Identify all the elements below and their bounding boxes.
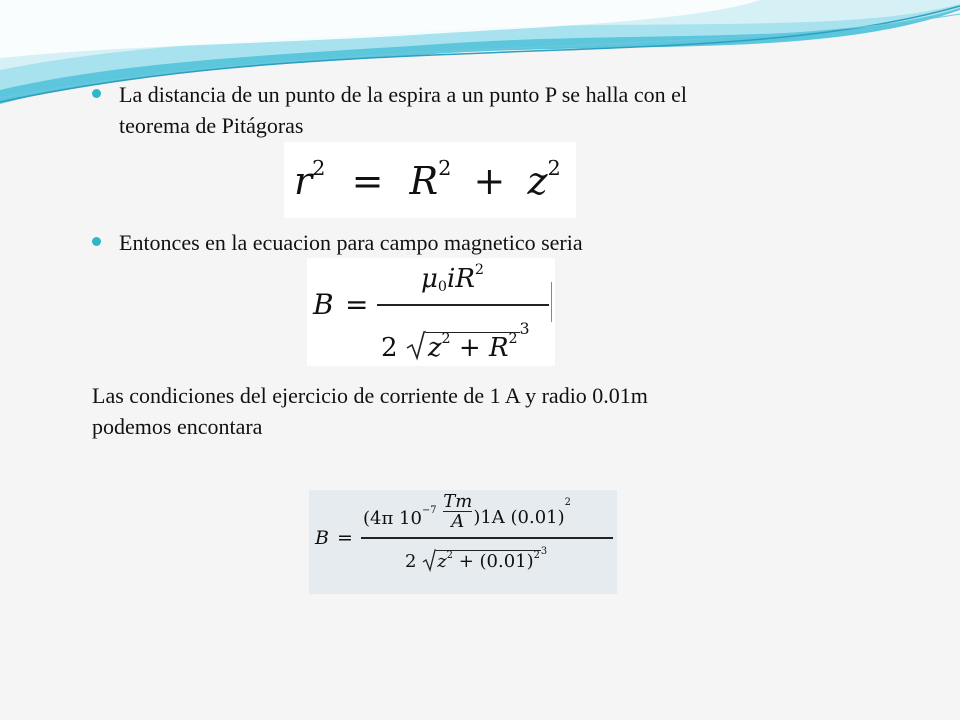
conditions-paragraph bbox=[92, 380, 648, 442]
eq-exponent: 2 bbox=[533, 549, 540, 561]
sqrt-icon bbox=[406, 330, 426, 362]
bullet-text: Entonces en la ecuacion para campo magnetico seria bbox=[119, 230, 583, 255]
eq-exponent: 2 bbox=[474, 262, 485, 278]
eq-symbol: z bbox=[527, 158, 548, 203]
eq-term: (4π 10 bbox=[363, 507, 422, 529]
eq-symbol: z bbox=[427, 332, 442, 363]
eq-number: 2 bbox=[381, 332, 398, 363]
eq-symbol: B bbox=[313, 288, 334, 321]
bullet-item-campo bbox=[92, 227, 583, 258]
eq-symbol: Tm bbox=[443, 491, 473, 512]
eq-equals: = bbox=[345, 288, 369, 321]
eq-exponent: 2 bbox=[446, 549, 453, 561]
eq-symbol: A bbox=[451, 511, 465, 532]
equation-magnetic-field bbox=[307, 258, 555, 366]
bullet-text-line: La distancia de un punto de la espira a un punto P se halla con el bbox=[119, 82, 687, 107]
eq-unit-fraction bbox=[443, 493, 472, 532]
paragraph-line: podemos encontara bbox=[92, 414, 263, 439]
eq-cursor-mark bbox=[551, 282, 552, 322]
eq-symbol: R bbox=[409, 158, 439, 203]
eq-numerator bbox=[363, 493, 571, 532]
eq-exponent: 3 bbox=[519, 320, 530, 338]
eq-denominator bbox=[381, 320, 530, 363]
eq-number: 2 bbox=[405, 550, 417, 572]
bullet-dot-icon bbox=[92, 237, 101, 246]
eq-exponent: 2 bbox=[564, 497, 571, 508]
eq-exponent: 2 bbox=[312, 156, 326, 180]
eq-term: )1A (0.01) bbox=[473, 507, 565, 528]
equation-substituted bbox=[309, 490, 617, 594]
bullet-text-line: teorema de Pitágoras bbox=[119, 113, 304, 138]
eq-fraction-bar bbox=[377, 304, 549, 306]
eq-exponent: 2 bbox=[438, 156, 452, 180]
equation-pythagoras bbox=[284, 142, 576, 218]
eq-symbol: iR bbox=[447, 263, 475, 294]
eq-plus: + bbox=[458, 332, 481, 363]
bullet-item-pitagoras bbox=[92, 79, 687, 141]
eq-equals: = bbox=[337, 527, 353, 549]
eq-exponent: 2 bbox=[547, 156, 561, 180]
bullet-dot-icon bbox=[92, 89, 101, 98]
eq-exponent: −7 bbox=[421, 505, 437, 516]
sqrt-icon bbox=[422, 548, 436, 572]
eq-denominator bbox=[405, 546, 547, 572]
eq-exponent: 2 bbox=[441, 330, 451, 347]
eq-symbol: r bbox=[294, 158, 313, 203]
eq-exponent: 3 bbox=[540, 546, 548, 557]
eq-exponent: 2 bbox=[508, 330, 518, 347]
eq-equals: = bbox=[351, 158, 384, 203]
eq-plus: + bbox=[473, 158, 506, 203]
paragraph-line: Las condiciones del ejercicio de corriente de 1 A y radio 0.01m bbox=[92, 383, 648, 408]
bullet-text bbox=[119, 79, 687, 141]
eq-symbol: B bbox=[315, 527, 329, 549]
eq-symbol: z bbox=[437, 550, 447, 572]
eq-term: + (0.01) bbox=[452, 550, 534, 572]
eq-fraction-bar bbox=[361, 537, 613, 539]
eq-symbol: μ bbox=[421, 263, 438, 294]
eq-numerator bbox=[421, 262, 484, 295]
eq-symbol: R bbox=[488, 332, 509, 363]
eq-subscript: 0 bbox=[437, 279, 448, 296]
